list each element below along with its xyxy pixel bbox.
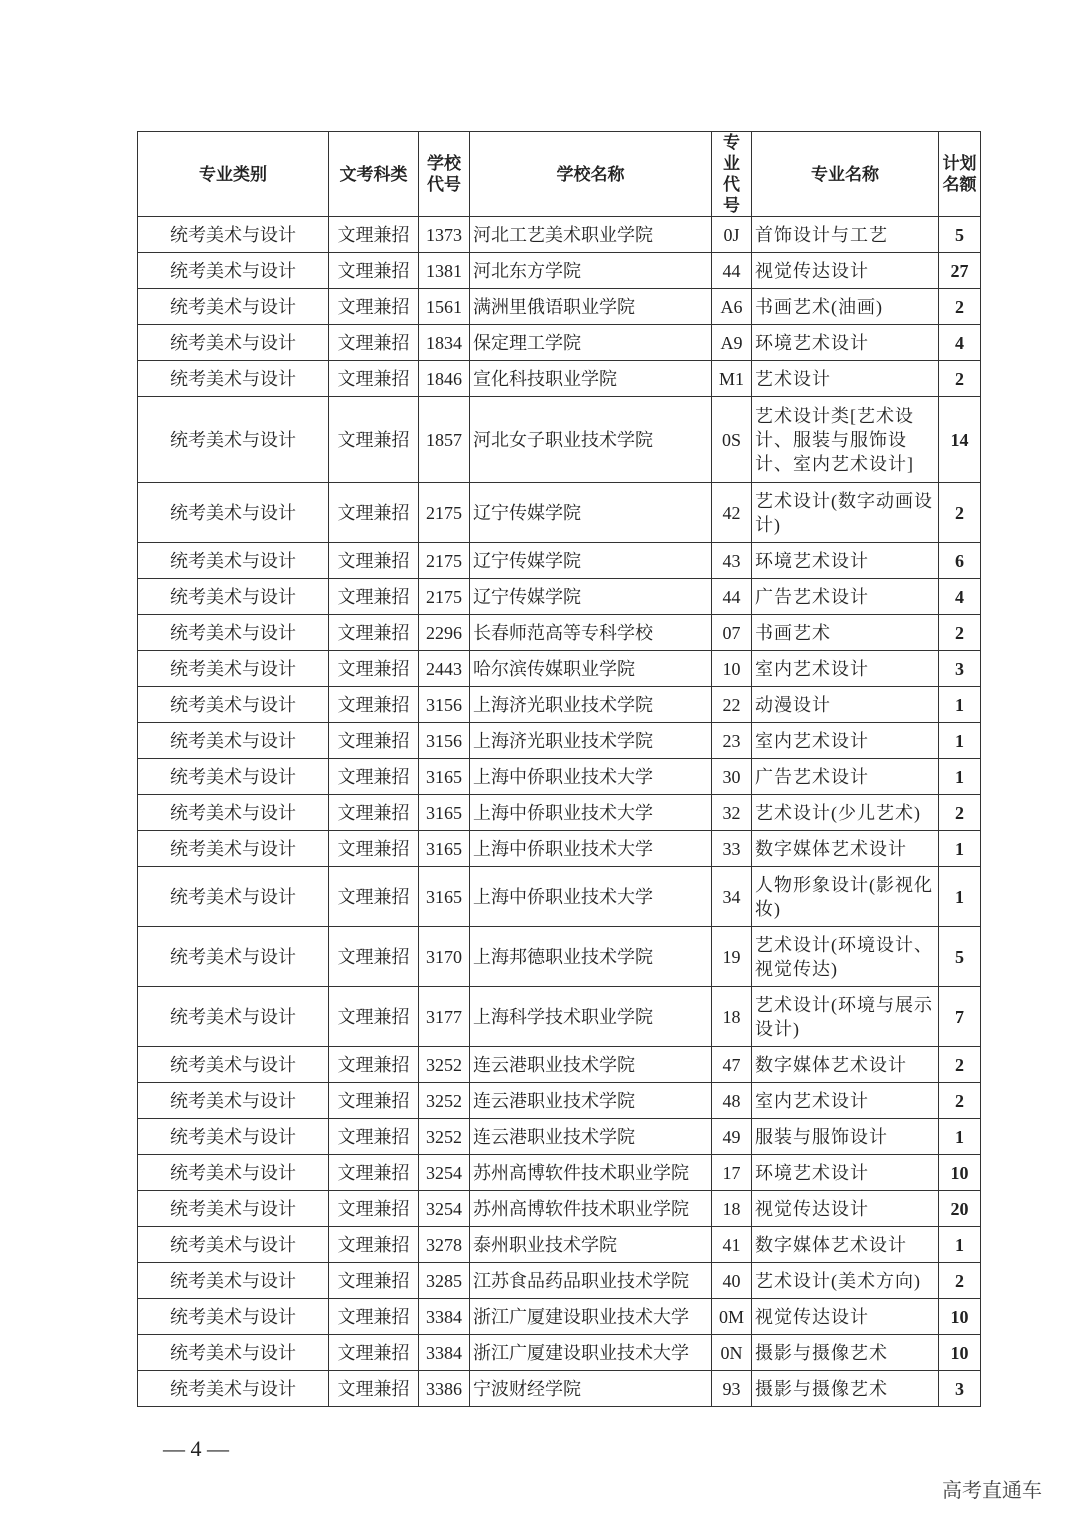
table-row: [138, 687, 981, 723]
cell-subject: 文理兼招: [329, 1083, 419, 1119]
cell-subject: 文理兼招: [329, 831, 419, 867]
cell-quota: 3: [939, 651, 981, 687]
table-row: [138, 1047, 981, 1083]
cell-school-name: 宣化科技职业学院: [470, 361, 712, 397]
cell-category: 统考美术与设计: [138, 1083, 329, 1119]
cell-subject: 文理兼招: [329, 651, 419, 687]
cell-major-code: A9: [712, 325, 752, 361]
cell-major-name: 动漫设计: [752, 687, 939, 723]
header-major-name: 专业名称: [752, 132, 939, 217]
cell-quota: 27: [939, 253, 981, 289]
table-row: [138, 579, 981, 615]
cell-category: 统考美术与设计: [138, 1119, 329, 1155]
cell-school-name: 长春师范高等专科学校: [470, 615, 712, 651]
cell-major-code: 19: [712, 927, 752, 987]
cell-major-code: 10: [712, 651, 752, 687]
table-row: [138, 289, 981, 325]
table-row: [138, 1119, 981, 1155]
cell-major-name: 艺术设计(环境设计、视觉传达): [752, 927, 939, 987]
table-row: [138, 1263, 981, 1299]
cell-school-name: 哈尔滨传媒职业学院: [470, 651, 712, 687]
cell-major-name: 数字媒体艺术设计: [752, 1047, 939, 1083]
cell-subject: 文理兼招: [329, 1335, 419, 1371]
cell-category: 统考美术与设计: [138, 217, 329, 253]
enrollment-plan-table: [137, 131, 981, 1407]
cell-major-code: 17: [712, 1155, 752, 1191]
cell-major-name: 艺术设计(环境与展示设计): [752, 987, 939, 1047]
header-school-name: 学校名称: [470, 132, 712, 217]
cell-subject: 文理兼招: [329, 483, 419, 543]
cell-category: 统考美术与设计: [138, 289, 329, 325]
cell-subject: 文理兼招: [329, 867, 419, 927]
cell-school-name: 上海中侨职业技术大学: [470, 795, 712, 831]
cell-major-name: 数字媒体艺术设计: [752, 831, 939, 867]
cell-major-name: 服装与服饰设计: [752, 1119, 939, 1155]
cell-major-code: M1: [712, 361, 752, 397]
cell-school-name: 上海邦德职业技术学院: [470, 927, 712, 987]
cell-major-name: 艺术设计: [752, 361, 939, 397]
cell-quota: 5: [939, 927, 981, 987]
cell-major-code: 47: [712, 1047, 752, 1083]
cell-major-code: 18: [712, 987, 752, 1047]
header-major-code: 专业代号: [712, 132, 752, 217]
cell-quota: 20: [939, 1191, 981, 1227]
table-row: [138, 543, 981, 579]
cell-quota: 2: [939, 361, 981, 397]
cell-major-code: 33: [712, 831, 752, 867]
cell-major-code: 23: [712, 723, 752, 759]
cell-school-name: 连云港职业技术学院: [470, 1083, 712, 1119]
cell-school-name: 上海科学技术职业学院: [470, 987, 712, 1047]
cell-quota: 10: [939, 1155, 981, 1191]
cell-school-code: 1857: [419, 397, 470, 483]
cell-major-name: 环境艺术设计: [752, 325, 939, 361]
cell-subject: 文理兼招: [329, 397, 419, 483]
cell-quota: 3: [939, 1371, 981, 1407]
cell-school-code: 3252: [419, 1083, 470, 1119]
cell-subject: 文理兼招: [329, 987, 419, 1047]
cell-quota: 6: [939, 543, 981, 579]
cell-quota: 1: [939, 723, 981, 759]
cell-school-name: 泰州职业技术学院: [470, 1227, 712, 1263]
cell-school-code: 3384: [419, 1299, 470, 1335]
cell-school-code: 1561: [419, 289, 470, 325]
cell-major-code: 22: [712, 687, 752, 723]
cell-category: 统考美术与设计: [138, 1227, 329, 1263]
cell-major-name: 艺术设计(少儿艺术): [752, 795, 939, 831]
cell-school-code: 3156: [419, 687, 470, 723]
cell-quota: 1: [939, 1227, 981, 1263]
cell-category: 统考美术与设计: [138, 579, 329, 615]
header-subject: 文考科类: [329, 132, 419, 217]
cell-subject: 文理兼招: [329, 289, 419, 325]
cell-school-code: 3170: [419, 927, 470, 987]
cell-major-code: 49: [712, 1119, 752, 1155]
cell-subject: 文理兼招: [329, 1191, 419, 1227]
table-row: [138, 987, 981, 1047]
cell-subject: 文理兼招: [329, 253, 419, 289]
cell-subject: 文理兼招: [329, 579, 419, 615]
cell-category: 统考美术与设计: [138, 615, 329, 651]
cell-major-code: 18: [712, 1191, 752, 1227]
cell-school-name: 满洲里俄语职业学院: [470, 289, 712, 325]
cell-major-code: A6: [712, 289, 752, 325]
cell-school-name: 苏州高博软件技术职业学院: [470, 1155, 712, 1191]
cell-category: 统考美术与设计: [138, 1047, 329, 1083]
cell-major-code: 30: [712, 759, 752, 795]
cell-quota: 10: [939, 1335, 981, 1371]
cell-category: 统考美术与设计: [138, 361, 329, 397]
cell-quota: 5: [939, 217, 981, 253]
cell-major-code: 32: [712, 795, 752, 831]
cell-school-code: 3252: [419, 1047, 470, 1083]
cell-quota: 4: [939, 579, 981, 615]
cell-school-name: 上海中侨职业技术大学: [470, 759, 712, 795]
cell-school-code: 1381: [419, 253, 470, 289]
cell-school-code: 2443: [419, 651, 470, 687]
cell-category: 统考美术与设计: [138, 867, 329, 927]
cell-subject: 文理兼招: [329, 687, 419, 723]
cell-category: 统考美术与设计: [138, 831, 329, 867]
cell-quota: 7: [939, 987, 981, 1047]
cell-subject: 文理兼招: [329, 361, 419, 397]
header-quota: 计划名额: [939, 132, 981, 217]
cell-category: 统考美术与设计: [138, 325, 329, 361]
cell-category: 统考美术与设计: [138, 1191, 329, 1227]
cell-category: 统考美术与设计: [138, 397, 329, 483]
cell-major-name: 广告艺术设计: [752, 579, 939, 615]
cell-subject: 文理兼招: [329, 1299, 419, 1335]
cell-school-code: 3278: [419, 1227, 470, 1263]
table-row: [138, 1227, 981, 1263]
cell-subject: 文理兼招: [329, 1155, 419, 1191]
cell-school-code: 2296: [419, 615, 470, 651]
cell-school-name: 宁波财经学院: [470, 1371, 712, 1407]
cell-major-name: 环境艺术设计: [752, 543, 939, 579]
cell-major-code: 0N: [712, 1335, 752, 1371]
table-header-row: [138, 132, 981, 217]
cell-major-name: 首饰设计与工艺: [752, 217, 939, 253]
cell-category: 统考美术与设计: [138, 723, 329, 759]
table-row: [138, 615, 981, 651]
cell-quota: 1: [939, 831, 981, 867]
cell-quota: 1: [939, 867, 981, 927]
cell-subject: 文理兼招: [329, 217, 419, 253]
cell-major-code: 42: [712, 483, 752, 543]
cell-school-name: 辽宁传媒学院: [470, 543, 712, 579]
table-row: [138, 723, 981, 759]
cell-school-code: 3165: [419, 795, 470, 831]
cell-major-name: 数字媒体艺术设计: [752, 1227, 939, 1263]
cell-subject: 文理兼招: [329, 927, 419, 987]
cell-category: 统考美术与设计: [138, 1155, 329, 1191]
cell-school-name: 上海济光职业技术学院: [470, 687, 712, 723]
table-row: [138, 867, 981, 927]
cell-school-code: 1846: [419, 361, 470, 397]
table-row: [138, 651, 981, 687]
header-category: 专业类别: [138, 132, 329, 217]
cell-major-name: 环境艺术设计: [752, 1155, 939, 1191]
cell-school-code: 3384: [419, 1335, 470, 1371]
cell-major-name: 室内艺术设计: [752, 1083, 939, 1119]
cell-category: 统考美术与设计: [138, 1335, 329, 1371]
cell-school-name: 苏州高博软件技术职业学院: [470, 1191, 712, 1227]
cell-quota: 14: [939, 397, 981, 483]
cell-subject: 文理兼招: [329, 1371, 419, 1407]
table-row: [138, 1299, 981, 1335]
cell-major-code: 07: [712, 615, 752, 651]
cell-school-name: 上海中侨职业技术大学: [470, 867, 712, 927]
cell-category: 统考美术与设计: [138, 253, 329, 289]
cell-school-code: 3254: [419, 1155, 470, 1191]
cell-school-code: 1373: [419, 217, 470, 253]
cell-major-name: 室内艺术设计: [752, 723, 939, 759]
cell-school-name: 江苏食品药品职业技术学院: [470, 1263, 712, 1299]
cell-major-code: 0J: [712, 217, 752, 253]
page-number: — 4 —: [163, 1436, 229, 1461]
table-row: [138, 795, 981, 831]
cell-school-name: 保定理工学院: [470, 325, 712, 361]
cell-major-name: 视觉传达设计: [752, 253, 939, 289]
cell-quota: 4: [939, 325, 981, 361]
table-row: [138, 927, 981, 987]
cell-school-name: 上海中侨职业技术大学: [470, 831, 712, 867]
cell-major-name: 艺术设计(数字动画设计): [752, 483, 939, 543]
cell-school-name: 辽宁传媒学院: [470, 483, 712, 543]
cell-category: 统考美术与设计: [138, 1299, 329, 1335]
header-school-code: 学校代号: [419, 132, 470, 217]
cell-major-code: 41: [712, 1227, 752, 1263]
cell-quota: 2: [939, 483, 981, 543]
cell-school-name: 连云港职业技术学院: [470, 1119, 712, 1155]
cell-subject: 文理兼招: [329, 1263, 419, 1299]
cell-quota: 2: [939, 1263, 981, 1299]
cell-school-name: 浙江广厦建设职业技术大学: [470, 1335, 712, 1371]
cell-category: 统考美术与设计: [138, 927, 329, 987]
cell-school-code: 3285: [419, 1263, 470, 1299]
cell-category: 统考美术与设计: [138, 483, 329, 543]
cell-category: 统考美术与设计: [138, 1263, 329, 1299]
cell-school-code: 3165: [419, 831, 470, 867]
cell-school-code: 2175: [419, 543, 470, 579]
cell-school-name: 连云港职业技术学院: [470, 1047, 712, 1083]
cell-major-name: 广告艺术设计: [752, 759, 939, 795]
cell-quota: 1: [939, 1119, 981, 1155]
cell-major-code: 43: [712, 543, 752, 579]
cell-major-name: 摄影与摄像艺术: [752, 1371, 939, 1407]
cell-school-code: 3254: [419, 1191, 470, 1227]
cell-quota: 2: [939, 289, 981, 325]
cell-school-code: 2175: [419, 579, 470, 615]
cell-subject: 文理兼招: [329, 543, 419, 579]
table-row: [138, 1083, 981, 1119]
cell-major-name: 室内艺术设计: [752, 651, 939, 687]
cell-school-name: 浙江广厦建设职业技术大学: [470, 1299, 712, 1335]
cell-major-name: 艺术设计(美术方向): [752, 1263, 939, 1299]
cell-school-name: 上海济光职业技术学院: [470, 723, 712, 759]
cell-category: 统考美术与设计: [138, 1371, 329, 1407]
table-row: [138, 325, 981, 361]
cell-major-code: 44: [712, 253, 752, 289]
cell-school-name: 辽宁传媒学院: [470, 579, 712, 615]
cell-quota: 2: [939, 1047, 981, 1083]
cell-school-code: 3156: [419, 723, 470, 759]
cell-school-code: 2175: [419, 483, 470, 543]
cell-major-code: 0S: [712, 397, 752, 483]
table-row: [138, 397, 981, 483]
cell-school-name: 河北东方学院: [470, 253, 712, 289]
cell-school-code: 3165: [419, 867, 470, 927]
cell-school-code: 3386: [419, 1371, 470, 1407]
table-row: [138, 1191, 981, 1227]
cell-quota: 2: [939, 795, 981, 831]
cell-school-code: 3165: [419, 759, 470, 795]
cell-category: 统考美术与设计: [138, 795, 329, 831]
cell-major-code: 34: [712, 867, 752, 927]
cell-major-name: 书画艺术(油画): [752, 289, 939, 325]
table-row: [138, 253, 981, 289]
cell-major-code: 0M: [712, 1299, 752, 1335]
cell-subject: 文理兼招: [329, 759, 419, 795]
cell-major-code: 40: [712, 1263, 752, 1299]
cell-school-code: 3252: [419, 1119, 470, 1155]
cell-major-code: 44: [712, 579, 752, 615]
table-row: [138, 1335, 981, 1371]
cell-major-name: 视觉传达设计: [752, 1299, 939, 1335]
cell-major-name: 书画艺术: [752, 615, 939, 651]
cell-subject: 文理兼招: [329, 795, 419, 831]
cell-subject: 文理兼招: [329, 1047, 419, 1083]
table-row: [138, 1371, 981, 1407]
table-row: [138, 1155, 981, 1191]
cell-category: 统考美术与设计: [138, 987, 329, 1047]
table-row: [138, 361, 981, 397]
cell-major-code: 48: [712, 1083, 752, 1119]
table-row: [138, 483, 981, 543]
table-row: [138, 217, 981, 253]
cell-major-name: 艺术设计类[艺术设计、服装与服饰设计、室内艺术设计]: [752, 397, 939, 483]
cell-school-name: 河北工艺美术职业学院: [470, 217, 712, 253]
cell-subject: 文理兼招: [329, 723, 419, 759]
cell-school-name: 河北女子职业技术学院: [470, 397, 712, 483]
cell-major-name: 视觉传达设计: [752, 1191, 939, 1227]
cell-subject: 文理兼招: [329, 615, 419, 651]
cell-category: 统考美术与设计: [138, 651, 329, 687]
watermark: 高考直通车: [942, 1478, 1042, 1502]
table-row: [138, 759, 981, 795]
cell-subject: 文理兼招: [329, 1119, 419, 1155]
cell-quota: 2: [939, 615, 981, 651]
cell-category: 统考美术与设计: [138, 759, 329, 795]
cell-major-name: 人物形象设计(影视化妆): [752, 867, 939, 927]
cell-school-code: 1834: [419, 325, 470, 361]
table-row: [138, 831, 981, 867]
cell-quota: 1: [939, 687, 981, 723]
cell-major-name: 摄影与摄像艺术: [752, 1335, 939, 1371]
cell-quota: 1: [939, 759, 981, 795]
cell-major-code: 93: [712, 1371, 752, 1407]
cell-subject: 文理兼招: [329, 1227, 419, 1263]
cell-category: 统考美术与设计: [138, 543, 329, 579]
cell-category: 统考美术与设计: [138, 687, 329, 723]
cell-school-code: 3177: [419, 987, 470, 1047]
cell-quota: 2: [939, 1083, 981, 1119]
cell-quota: 10: [939, 1299, 981, 1335]
cell-subject: 文理兼招: [329, 325, 419, 361]
